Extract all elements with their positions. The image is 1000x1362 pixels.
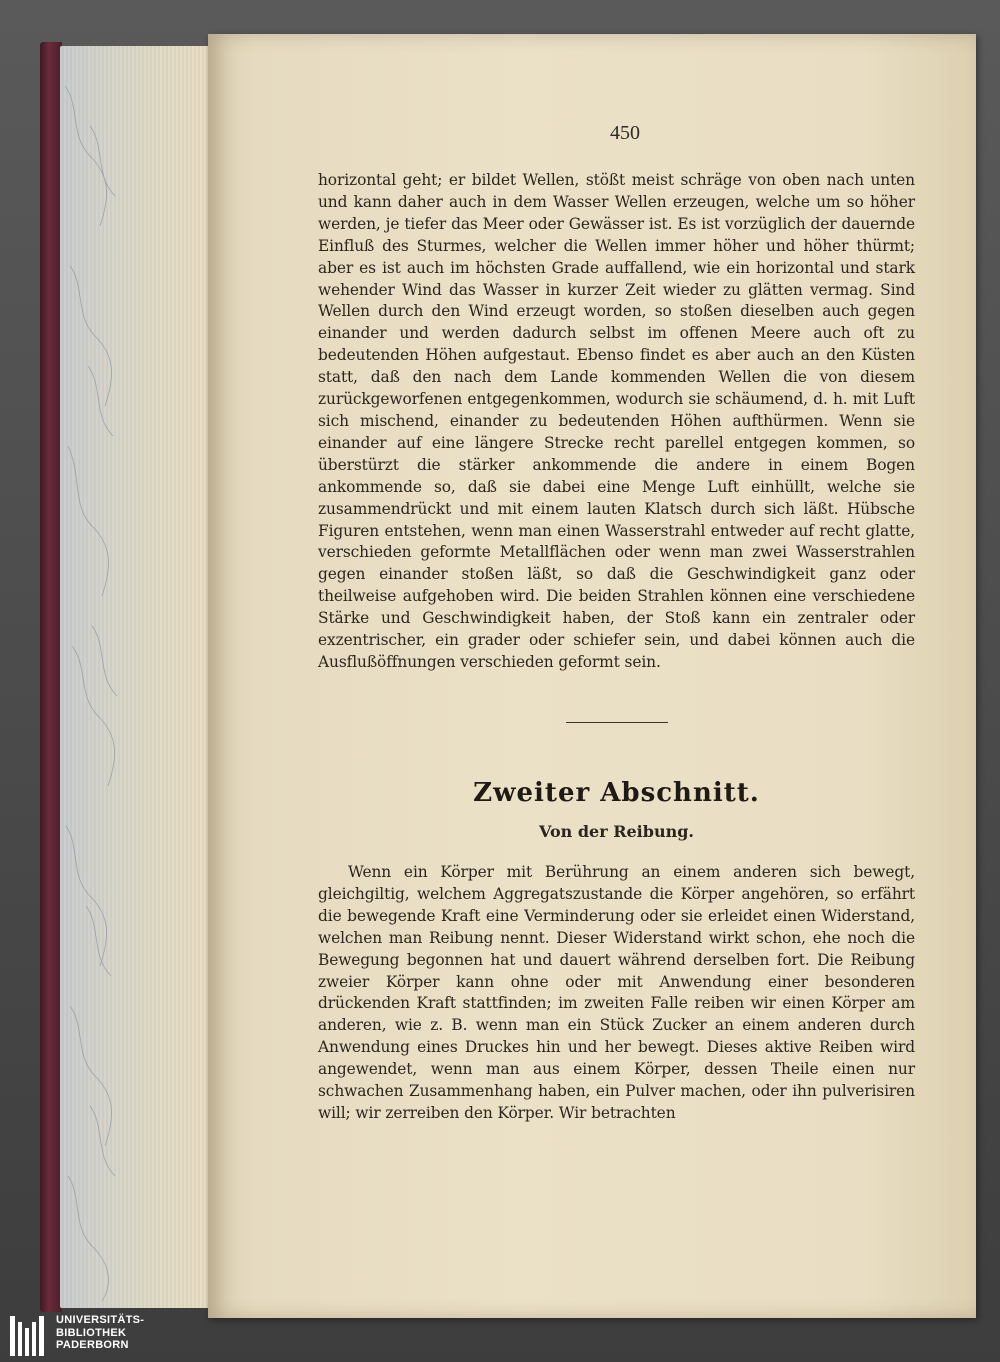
section-divider — [566, 722, 668, 723]
book-cover-edge — [40, 42, 62, 1312]
paragraph-waves: horizontal geht; er bildet Wellen, stößt meist schräge von oben nach unten und kann daher auch in dem Wasser Wellen erzeugen, welche um so höher werden, je tiefer das Meer oder Gewässer ist. Es ist vorzüglich der dauernde Einfluß des Sturmes, welcher die Wellen immer höher und höher thürmt; aber es ist auch im höchsten Grade auffallend, wie ein horizontal und stark wehender Wind das Wasser in kurzer Zeit wieder zu glätten vermag. Sind Wellen durch den Wind erzeugt worden, so stoßen dieselben auch gegen einander und werden dadurch selbst im offenen Meere auch oft zu bedeutenden Höhen aufgestaut. Ebenso findet es aber auch an den Küsten statt, daß den nach dem Lande kommenden Wellen die von diesem zurückgeworfenen entgegenkommen, wodurch sie schäumend, d. h. mit Luft sich mischend, einander zu bedeutenden Höhen aufthürmen. Wenn sie einander auf eine längere Strecke recht parellel entgegen kommen, so überstürzt die stärker ankommende die andere in einem Bogen ankommende so, daß sie dabei eine Menge Luft einhüllt, welche sie zusammendrückt und mit einem lauten Klatsch durch sich läßt. Hübsche Figuren entstehen, wenn man einen Wasserstrahl entweder auf recht glatte, verschieden geformte Metallflächen oder wenn man zwei Wasserstrahlen gegen einander stoßen läßt, so daß die Geschwindigkeit ganz oder theilweise aufgehoben wird. Die beiden Strahlen können eine verschiedene Stärke und Geschwindigkeit haben, der Stoß kann ein zentraler oder exzentrischer, ein grader oder schiefer sein, und dabei können auch die Ausflußöffnungen verschieden geformt sein. — [318, 171, 915, 671]
logo-line-1: UNIVERSITÄTS- — [56, 1314, 145, 1326]
library-seal-icon — [8, 1314, 48, 1358]
section-title: Zweiter Abschnitt. — [473, 778, 760, 808]
marbling-pattern — [60, 46, 135, 1308]
logo-line-3: PADERBORN — [56, 1339, 129, 1351]
page-number: 450 — [610, 122, 640, 144]
section-subtitle: Von der Reibung. — [539, 822, 694, 841]
paragraph-friction: Wenn ein Körper mit Berührung an einem anderen sich bewegt, gleichgiltig, welchem Aggregatszustande die Körper angehören, so erfährt die bewegende Kraft eine Verminderung oder sie erleidet einen Widerstand, welchen man Reibung nennt. Dieser Widerstand wirkt schon, ehe noch die Bewegung begonnen hat und dauert während derselben fort. Die Reibung zweier Körper kann ohne oder mit Anwendung einer besonderen drückenden Kraft stattfinden; im zweiten Falle reiben wir einen Körper am anderen, wie z. B. wenn man ein Stück Zucker an einem anderen durch Anwendung eines Druckes hin und her bewegt. Dieses aktive Reiben wird angewendet, wenn man aus einem Körper, dessen Theile einen nur schwachen Zusammenhang haben, ein Pulver machen, oder ihn pulverisiren will; wir zerreiben den Körper. Wir betrachten — [318, 863, 915, 1122]
logo-line-2: BIBLIOTHEK — [56, 1326, 127, 1339]
library-logo — [6, 1310, 206, 1360]
library-logo-text — [56, 1314, 144, 1352]
